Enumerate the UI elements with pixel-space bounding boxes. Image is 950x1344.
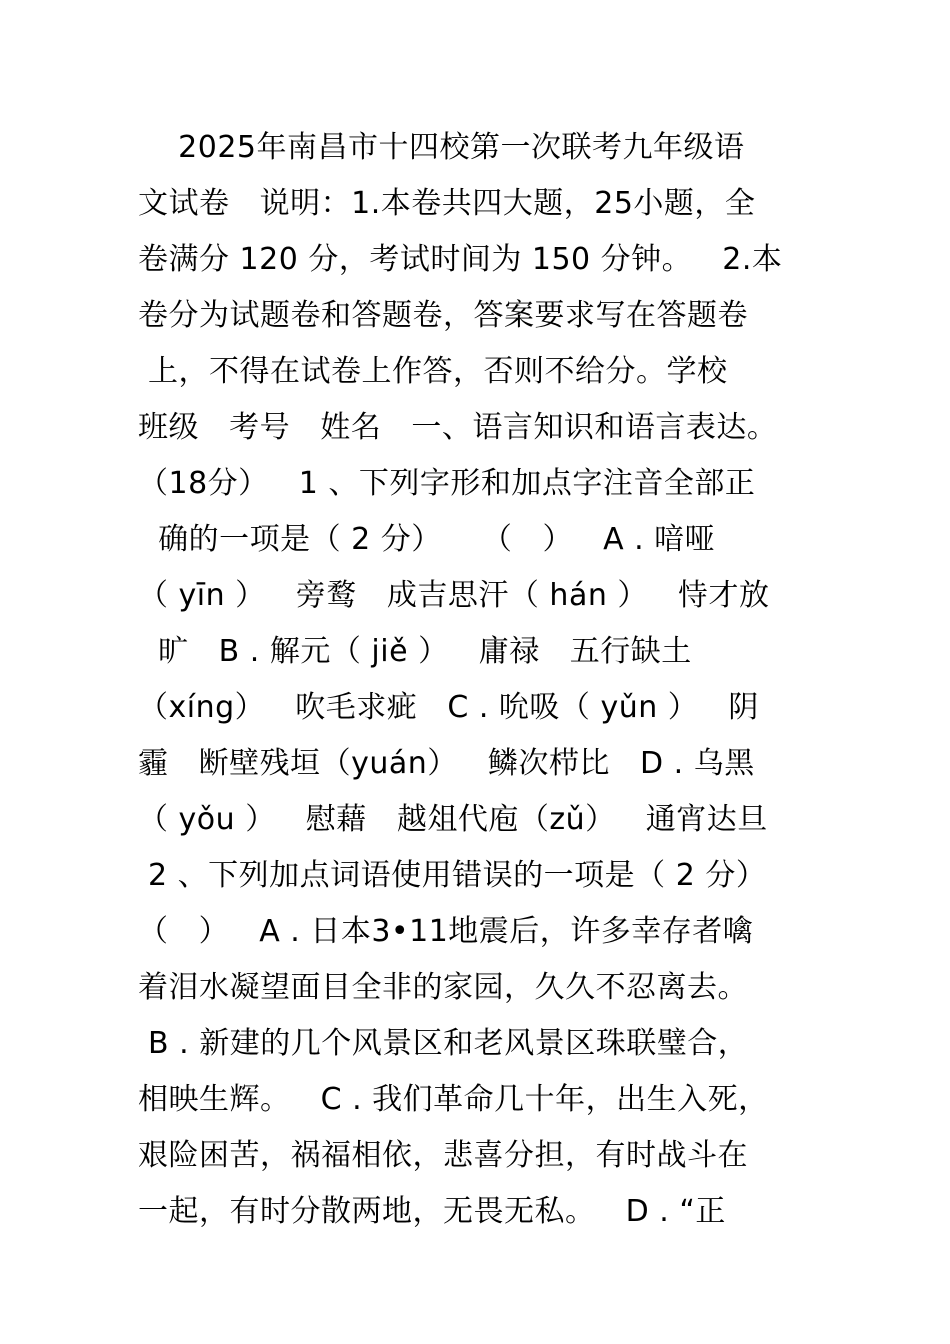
text-line: B . 新建的几个风景区和老风景区珠联璧合，	[138, 1026, 749, 1061]
text-line: （ yǒu ） 慰藉 越俎代庖（zǔ） 通宵达旦	[138, 802, 768, 837]
text-line: 2 、下列加点词语使用错误的一项是（ 2 分）	[138, 858, 767, 893]
text-line: 着泪水凝望面目全非的家园，久久不忍离去。	[138, 970, 748, 1005]
text-line: 班级 考号 姓名 一、语言知识和语言表达。	[138, 410, 778, 445]
text-line: （ ） A . 日本3•11地震后，许多幸存者噙	[138, 914, 754, 949]
text-line: 一起，有时分散两地，无畏无私。 D . “正	[138, 1194, 726, 1229]
text-line: 卷分为试题卷和答题卷，答案要求写在答题卷	[138, 298, 748, 333]
text-line: （18分） 1 、下列字形和加点字注音全部正	[138, 466, 756, 501]
text-line: 上，不得在试卷上作答，否则不给分。学校	[138, 354, 728, 389]
text-line: （xíng） 吹毛求疵 C . 吮吸（ yǔn ） 阴	[138, 690, 759, 725]
text-line: 确的一项是（ 2 分） （ ） A . 喑哑	[138, 522, 716, 557]
text-line: 文试卷 说明：1.本卷共四大题，25小题，全	[138, 186, 756, 221]
text-line: 相映生辉。 C . 我们革命几十年，出生入死，	[138, 1082, 769, 1117]
text-line: 艰险困苦，祸福相依，悲喜分担，有时战斗在	[138, 1138, 748, 1173]
text-line: （ yīn ） 旁鹜 成吉思汗（ hán ） 恃才放	[138, 578, 770, 613]
text-line: 旷 B . 解元（ jiě ） 庸禄 五行缺土	[138, 634, 692, 669]
text-line: 卷满分 120 分，考试时间为 150 分钟。 2.本	[138, 242, 783, 277]
text-line: 霾 断壁残垣（yuán） 鳞次栉比 D . 乌黑	[138, 746, 755, 781]
text-line: 2025年南昌市十四校第一次联考九年级语	[138, 130, 745, 165]
